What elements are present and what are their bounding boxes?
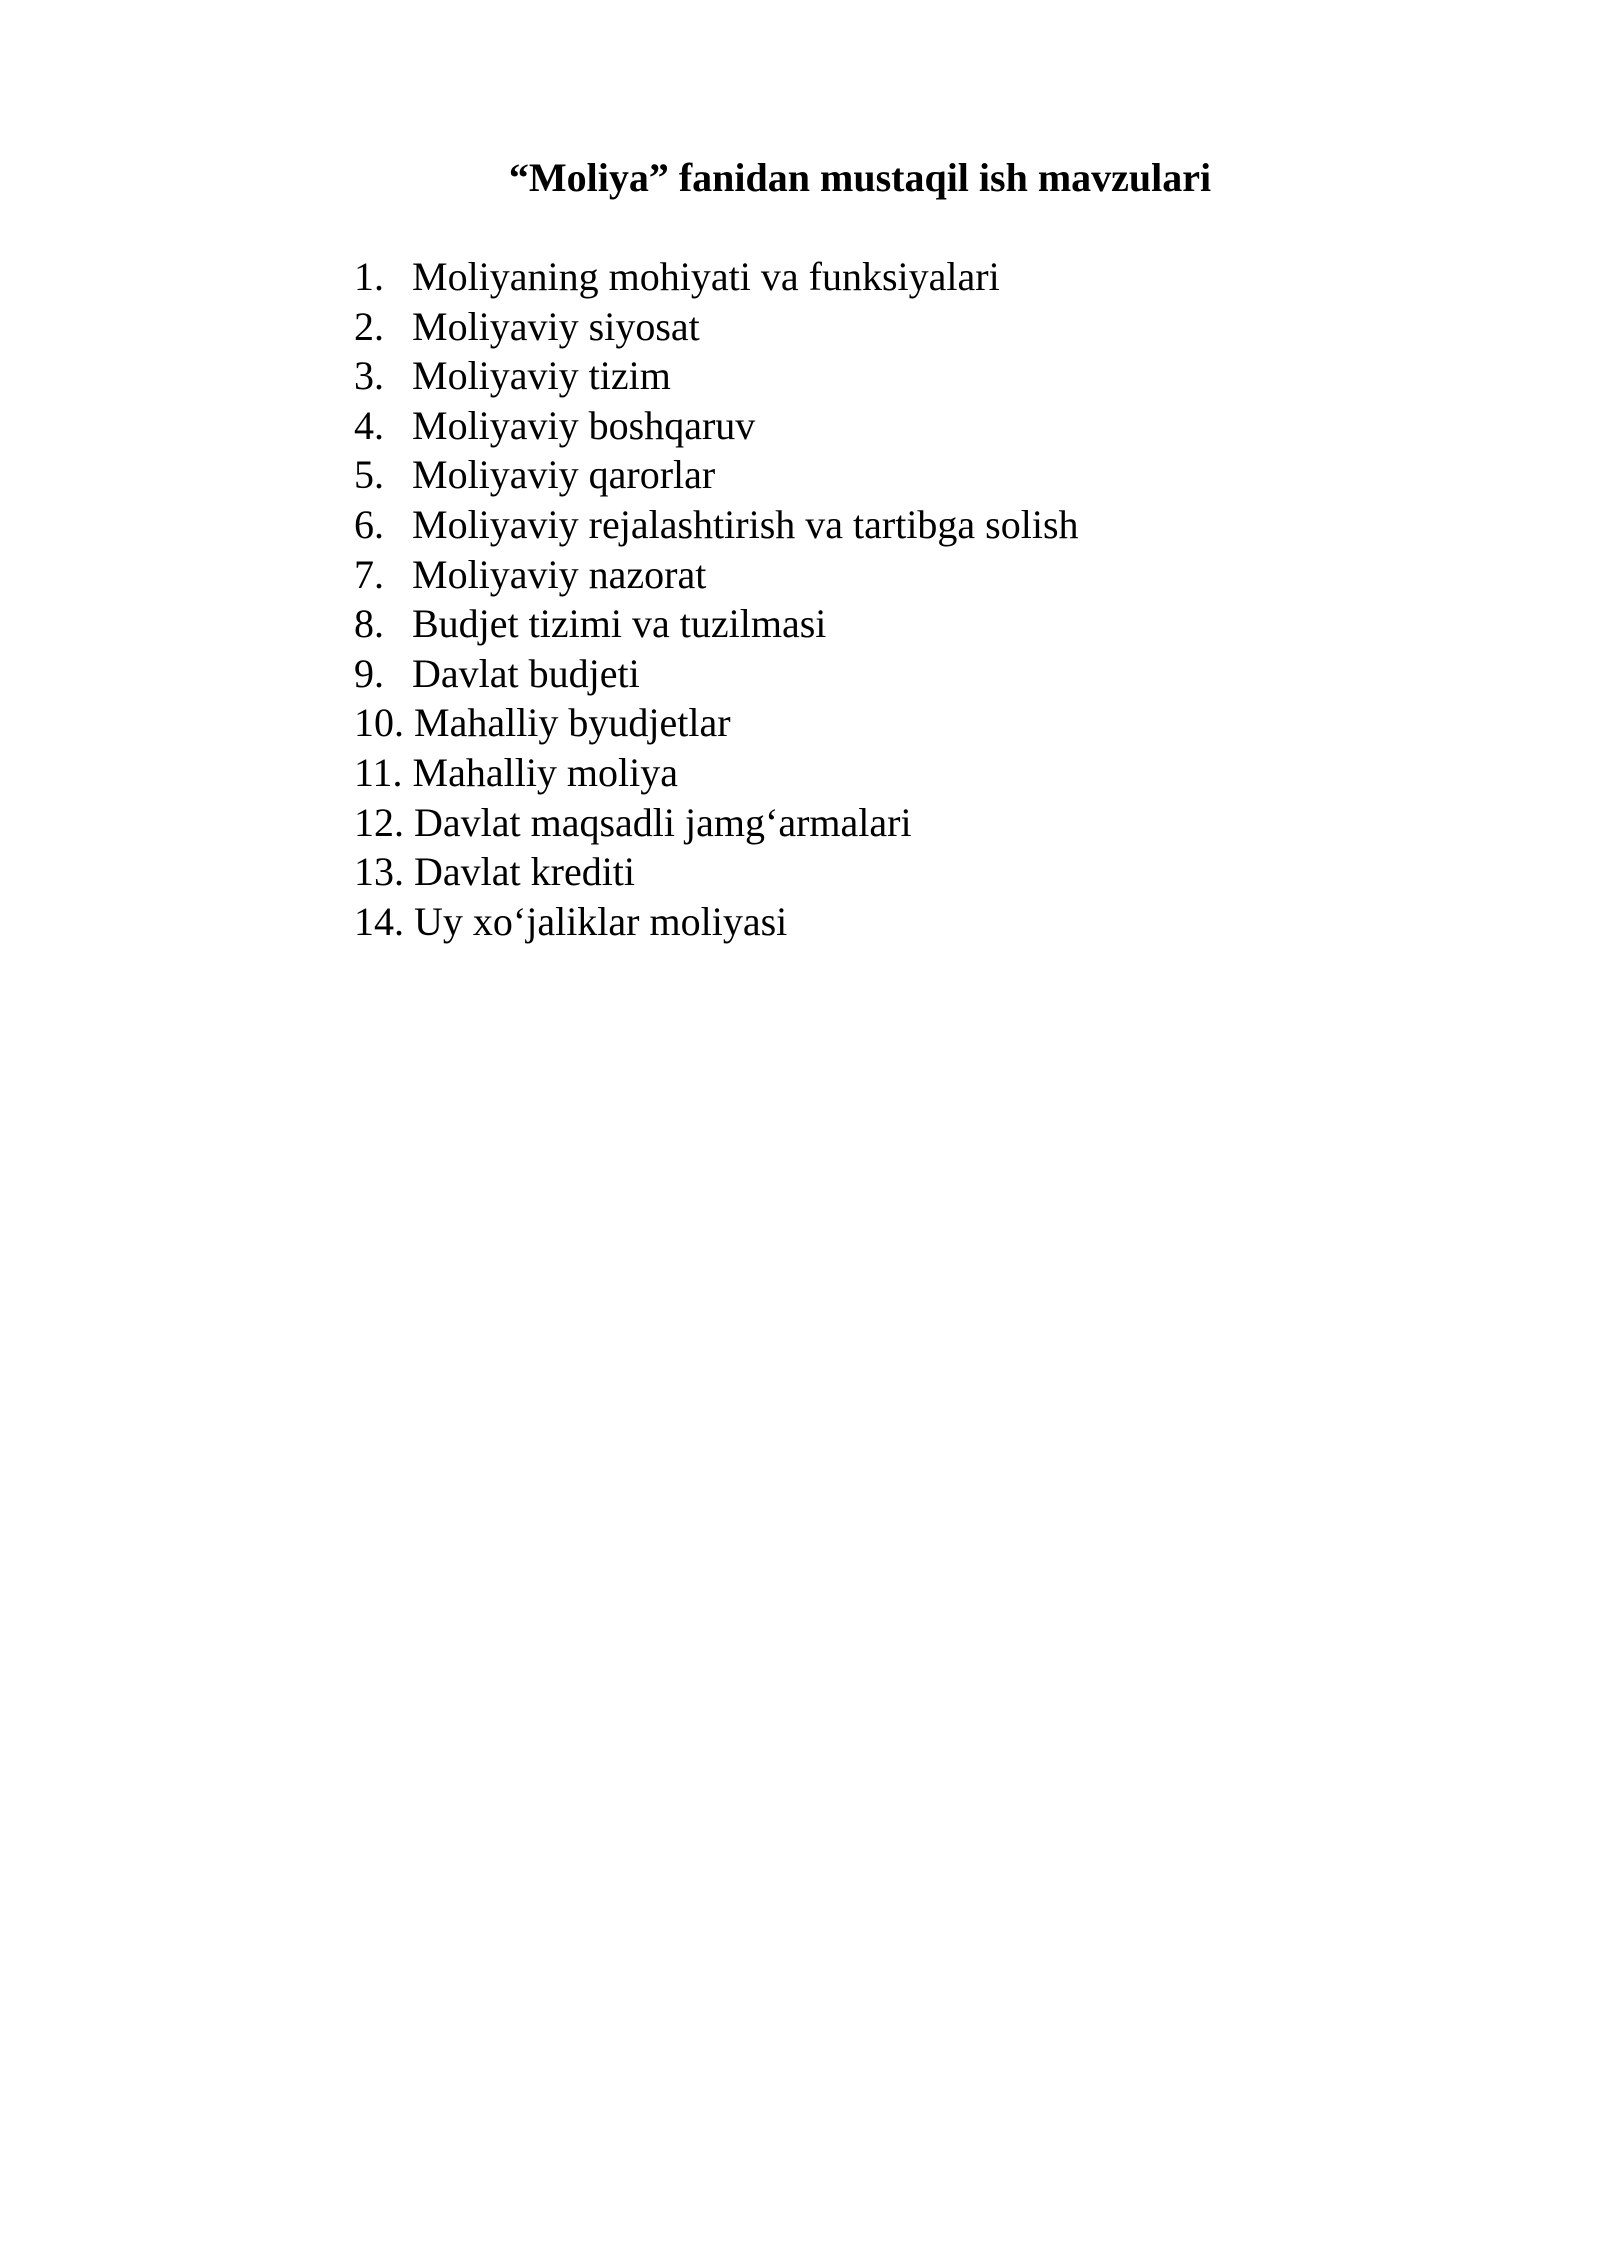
- topic-number: 10.: [354, 700, 404, 746]
- topic-text: Davlat krediti: [414, 849, 636, 895]
- topic-text: Moliyaviy tizim: [412, 353, 671, 399]
- topic-number: 7.: [354, 551, 384, 597]
- topic-number: 12.: [354, 799, 404, 845]
- topic-text: Davlat maqsadli jamg‘armalari: [414, 799, 912, 845]
- list-item: [354, 252, 1079, 302]
- list-item: [354, 847, 1079, 897]
- list-item: [354, 897, 1079, 947]
- topic-number: 5.: [354, 452, 384, 498]
- topic-text: Mahalliy moliya: [412, 749, 679, 795]
- list-item: [354, 698, 1079, 748]
- topic-number: 6.: [354, 501, 384, 547]
- list-item: [354, 649, 1079, 699]
- topic-text: Moliyaviy nazorat: [412, 551, 707, 597]
- topic-number: 1.: [354, 254, 384, 299]
- list-item: [354, 599, 1079, 649]
- list-item: [354, 550, 1079, 600]
- topic-text: Davlat budjeti: [412, 650, 640, 696]
- topic-text: Mahalliy byudjetlar: [414, 700, 731, 746]
- topic-text: Moliyaviy rejalashtirish va tartibga solish: [412, 501, 1079, 547]
- topic-number: 2.: [354, 303, 384, 349]
- list-item: [354, 500, 1079, 550]
- topic-number: 9.: [354, 650, 384, 696]
- topic-text: Moliyaning mohiyati va funksiyalari: [412, 254, 1000, 299]
- document-title: “Moliya” fanidan mustaqil ish mavzulari: [508, 155, 1212, 200]
- topic-text: Moliyaviy qarorlar: [412, 452, 716, 498]
- topic-number: 3.: [354, 353, 384, 399]
- list-item: [354, 748, 1079, 798]
- list-item: [354, 351, 1079, 401]
- topic-text: Moliyaviy boshqaruv: [412, 402, 756, 448]
- list-item: [354, 302, 1079, 352]
- topic-text: Budjet tizimi va tuzilmasi: [412, 601, 827, 647]
- topic-list: [354, 252, 1079, 946]
- list-item: [354, 401, 1079, 451]
- topic-number: 4.: [354, 402, 384, 448]
- topic-number: 11.: [354, 749, 403, 795]
- list-item: [354, 450, 1079, 500]
- topic-number: 13.: [354, 849, 404, 895]
- topic-text: Moliyaviy siyosat: [412, 303, 700, 349]
- topic-number: 8.: [354, 601, 384, 647]
- topic-text: Uy xo‘jaliklar moliyasi: [414, 898, 788, 944]
- topic-number: 14.: [354, 898, 404, 944]
- list-item: [354, 798, 1079, 848]
